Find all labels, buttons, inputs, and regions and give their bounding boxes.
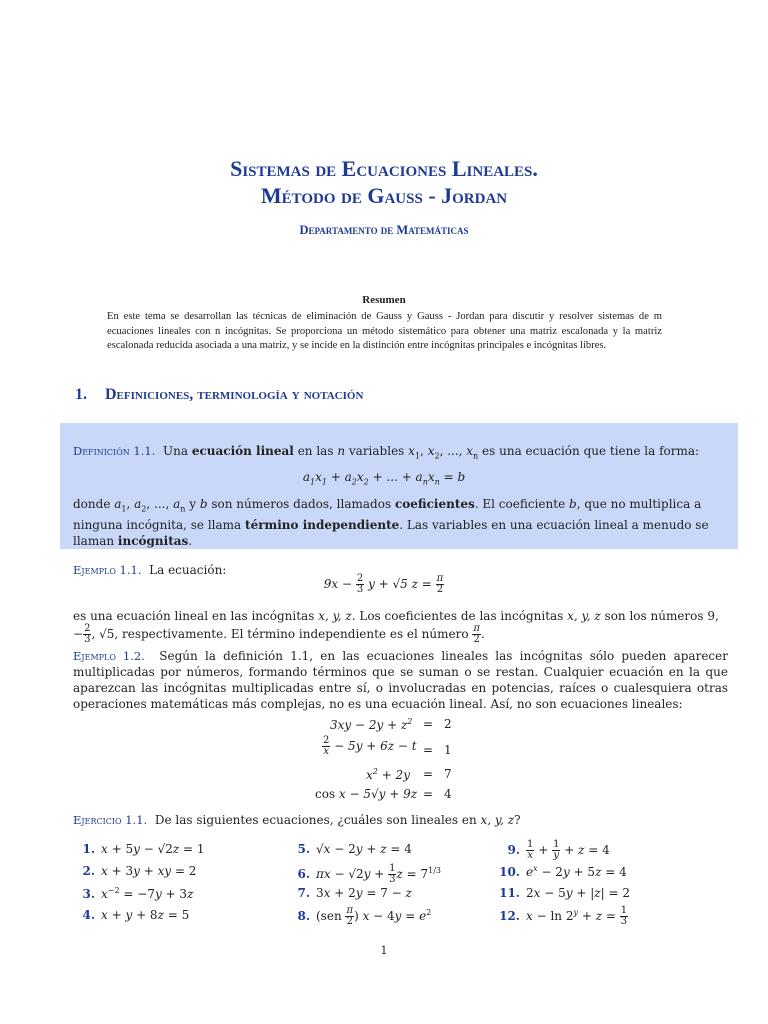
example1-equation: 9x − $\frac{2}{3}$ y + √5 z = $\frac{\pi}{2}$ — [323, 573, 444, 595]
exercise-item: 3. $x^{-2} = -7y + 3z$ — [82, 886, 194, 901]
exercise-item: 12. $x - \ln 2^y + z$ = $\frac{1}{3}$ — [499, 905, 628, 927]
abstract-text: En este tema se desarrollan las técnicas de eliminación de Gauss y Gauss - Jordan para discutir y resolver sistemas de m ecuaciones lineales con n incógnitas. Se proporciona un método sistemático para obtener una matriz escalonada y la matriz escalonada reducida asociada a una matriz, y se incide en la distinción entre incógnitas principales e incógnitas libres. — [107, 311, 662, 351]
section-number: 1. — [75, 386, 87, 403]
nonlinear-eq-1: $3xy - 2y + z^2$ — [330, 717, 413, 732]
section-heading — [75, 386, 363, 404]
exercise-item: 6. πx − √2y + $\frac{1}{3}$ $z = 7^{1/3}$ — [297, 863, 441, 885]
exercise1-intro: Ejercicio 1.1. De las siguientes ecuaciones, ¿cuáles son lineales en x, y, z? — [73, 813, 521, 827]
exercise-item: 2. x + 3y + xy = 2 — [82, 864, 197, 878]
section-title: Definiciones, terminología y notación — [105, 386, 364, 403]
example2-label: Ejemplo 1.2. — [73, 649, 145, 663]
nonlinear-eq-2: $\frac{2}{x}$ − 5y + 6z − t — [323, 735, 417, 757]
title-line-2: Método de Gauss - Jordan — [260, 183, 508, 208]
example1-intro: Ejemplo 1.1. La ecuación: — [73, 563, 227, 577]
exercise-item: 7. 3x + 2y = 7 − z — [297, 886, 412, 900]
exercise-item: 8. (sen $\frac{\pi}{2}$ ) $x - 4y = e^2$ — [297, 905, 432, 927]
example1-text: es una ecuación lineal en las incógnitas x, y, z. Los coeficientes de las incógnitas x, y, z son los números 9, − $\frac{2}{3}$ , √5, respectivamente. El término independiente es el número $\frac{\pi}{2}$ . — [73, 609, 719, 645]
exercise-item: 4. x + y + 8z = 5 — [82, 908, 190, 922]
definition-equation: $a_1x_1 + a_2x_2$ + ... + $a_nx_n = b$ — [302, 470, 466, 487]
definition-body: donde $a_1$, $a_2$, ..., $a_n$ y b son números dados, llamados coeficientes. El coeficiente b, que no multiplica a ninguna incógnita, se llama término independiente. Las variables en una ecuación lineal a menudo se llaman incógnitas. — [73, 497, 709, 549]
exercise-item: 11. 2x − 5y + |z| = 2 — [499, 886, 630, 900]
example1-label: Ejemplo 1.1. — [73, 563, 142, 577]
nonlinear-eq-4: cos x − 5√y + 9z — [315, 787, 418, 801]
title-line-1: Sistemas de Ecuaciones Lineales. — [230, 156, 538, 181]
exercise-item: 5. √x − 2y + z = 4 — [297, 842, 412, 856]
department: Departamento de Matemáticas — [299, 223, 469, 237]
definition-intro: Definición 1.1. Una ecuación lineal en las n variables $x_1$, $x_2$, ..., $x_n$ es una ecuación que tiene la forma: — [73, 444, 700, 461]
page-number: 1 — [380, 944, 388, 957]
exercise-item: 9. $\frac{1}{x}$ + $\frac{1}{y}$ + z = 4 — [507, 839, 610, 861]
example2-text: Ejemplo 1.2. Según la definición 1.1, en las ecuaciones lineales las incógnitas sólo pueden aparecer multiplicadas por números, formando términos que se suman o se restan. Cualquier ecuación en la que aparezcan las incógnitas multiplicadas entre sí, o involucradas en potencias, raíces o cualesquiera otras operaciones matemáticas más complejas, no es una ecuación lineal. Así, no son ecuaciones lineales: — [73, 649, 728, 711]
abstract-heading: Resumen — [362, 294, 406, 306]
definition-label: Definición 1.1. — [73, 444, 156, 458]
exercise-item: 10. $e^x - 2y + 5z = 4$ — [499, 864, 627, 879]
definition-term: ecuación lineal — [191, 444, 294, 458]
exercise-item: 1. x + 5y − √2z = 1 — [82, 842, 205, 856]
exercise1-label: Ejercicio 1.1. — [73, 813, 148, 827]
nonlinear-eq-3: $x^2 + 2y$ — [366, 767, 410, 782]
